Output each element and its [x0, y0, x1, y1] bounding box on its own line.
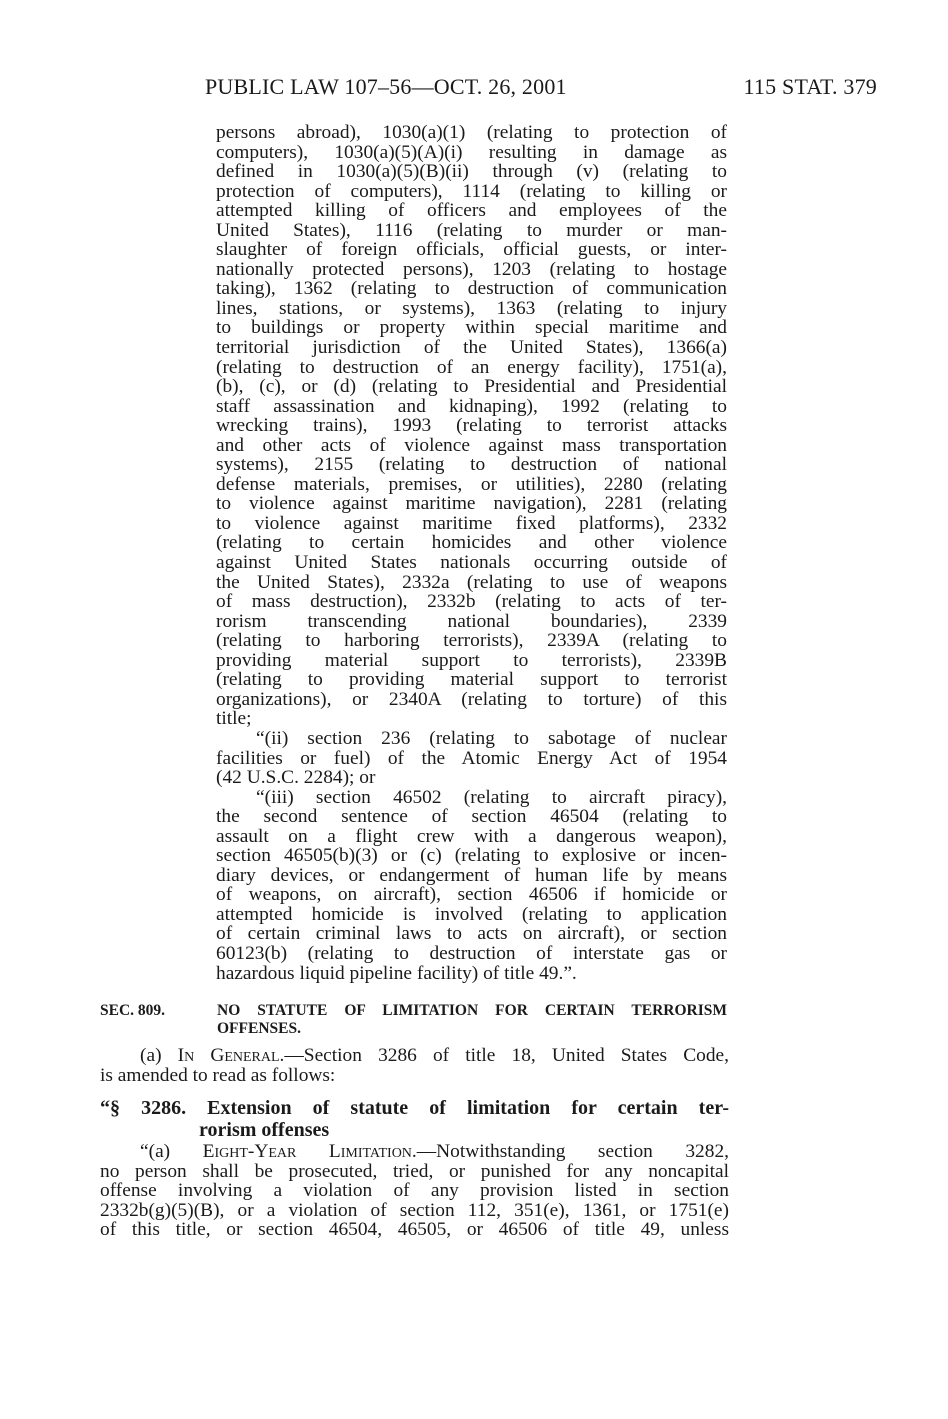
text-line: territorial jurisdiction of the United States), 1366(a)	[216, 337, 727, 359]
text-line: attempted killing of officers and employees of the	[216, 200, 727, 222]
code-section-heading-line-1: “§ 3286. Extension of statute of limitation for certain ter-	[100, 1097, 729, 1119]
text-line: to violence against maritime navigation), 2281 (relating	[216, 493, 727, 515]
text-line: staff assassination and kidnaping), 1992 (relating to	[216, 395, 727, 417]
text-line: “(ii) section 236 (relating to sabotage of nuclear	[256, 727, 727, 749]
text-line: assault on a flight crew with a dangerous weapon),	[216, 825, 727, 847]
text-line: defense materials, premises, or utilities), 2280 (relating	[216, 473, 727, 495]
text-line: facilities or fuel) of the Atomic Energy Act of 1954	[216, 747, 727, 769]
header-citation: PUBLIC LAW 107–56—OCT. 26, 2001	[205, 74, 567, 99]
text-line: protection of computers), 1114 (relating to killing or	[216, 180, 727, 202]
text-line: computers), 1030(a)(5)(A)(i) resulting in damage as	[216, 141, 727, 163]
header-page-number: 115 STAT. 379	[743, 74, 877, 99]
section-title-line-2: OFFENSES.	[217, 1020, 301, 1037]
text-line: of weapons, on aircraft), section 46506 if homicide or	[216, 884, 727, 906]
text-line: attempted homicide is involved (relating to application	[216, 903, 727, 925]
text-line: (42 U.S.C. 2284); or	[216, 767, 376, 789]
eight-year-line: of this title, or section 46504, 46505, or 46506 of title 49, unless	[100, 1219, 729, 1241]
text-line: to violence against maritime fixed platforms), 2332	[216, 512, 727, 534]
text-line: “(iii) section 46502 (relating to aircraft piracy),	[256, 786, 727, 808]
text-line: and other acts of violence against mass transportation	[216, 434, 727, 456]
eight-year-line-1: “(a) Eight-Year Limitation.—Notwithstanding section 3282,	[140, 1141, 729, 1162]
text-line: of certain criminal laws to acts on aircraft), or section	[216, 923, 727, 945]
text-line: the United States), 2332a (relating to use of weapons	[216, 571, 727, 593]
text-line: defined in 1030(a)(5)(B)(ii) through (v) (relating to	[216, 161, 727, 183]
eight-year-line: no person shall be prosecuted, tried, or punished for any noncapital	[100, 1160, 729, 1182]
eight-year-heading: Eight-Year Limitation	[202, 1141, 412, 1162]
running-header	[205, 74, 877, 104]
text-line: rorism transcending national boundaries), 2339	[216, 610, 727, 632]
section-title-line-1: NO STATUTE OF LIMITATION FOR CERTAIN TERRORISM	[217, 1002, 727, 1019]
subsection-a-heading: In General	[177, 1045, 280, 1066]
code-section-heading-line-2: rorism offenses	[199, 1119, 330, 1141]
eight-year-line: offense involving a violation of any provision listed in section	[100, 1180, 729, 1202]
subsection-a-line-1: (a) In General.—Section 3286 of title 18, United States Code,	[140, 1045, 729, 1066]
section-number: SEC. 809.	[100, 1002, 166, 1019]
code-section-heading	[100, 1097, 729, 1141]
text-line: title;	[216, 708, 252, 730]
text-line: of mass destruction), 2332b (relating to acts of ter-	[216, 591, 727, 613]
text-line: (relating to certain homicides and other violence	[216, 532, 727, 554]
text-line: United States), 1116 (relating to murder or man-	[216, 219, 727, 241]
text-line: the second sentence of section 46504 (relating to	[216, 806, 727, 828]
text-line: to buildings or property within special maritime and	[216, 317, 727, 339]
text-line: hazardous liquid pipeline facility) of title 49.”.	[216, 962, 577, 984]
text-line: systems), 2155 (relating to destruction of national	[216, 454, 727, 476]
subsection-eight-year-limitation	[100, 1142, 729, 1240]
list-continuation	[216, 123, 727, 983]
subsection-a-in-general	[100, 1046, 729, 1085]
text-line: 60123(b) (relating to destruction of interstate gas or	[216, 942, 727, 964]
text-line: nationally protected persons), 1203 (relating to hostage	[216, 258, 727, 280]
text-line: persons abroad), 1030(a)(1) (relating to protection of	[216, 122, 727, 143]
text-line: section 46505(b)(3) or (c) (relating to explosive or incen-	[216, 845, 727, 867]
text-line: taking), 1362 (relating to destruction of communication	[216, 278, 727, 300]
text-line: (relating to destruction of an energy facility), 1751(a),	[216, 356, 727, 378]
text-line: (relating to harboring terrorists), 2339A (relating to	[216, 630, 727, 652]
text-line: lines, stations, or systems), 1363 (relating to injury	[216, 297, 727, 319]
text-line: against United States nationals occurring outside of	[216, 552, 727, 574]
subsection-a-line-2: is amended to read as follows:	[100, 1064, 336, 1086]
eight-year-line: 2332b(g)(5)(B), or a violation of section 112, 351(e), 1361, or 1751(e)	[100, 1199, 729, 1221]
text-line: diary devices, or endangerment of human life by means	[216, 864, 727, 886]
text-line: (relating to providing material support to terrorist	[216, 669, 727, 691]
text-line: slaughter of foreign officials, official guests, or inter-	[216, 239, 727, 261]
text-line: (b), (c), or (d) (relating to Presidential and Presidential	[216, 376, 727, 398]
text-line: organizations), or 2340A (relating to torture) of this	[216, 688, 727, 710]
text-line: providing material support to terrorists), 2339B	[216, 649, 727, 671]
text-line: wrecking trains), 1993 (relating to terrorist attacks	[216, 415, 727, 437]
